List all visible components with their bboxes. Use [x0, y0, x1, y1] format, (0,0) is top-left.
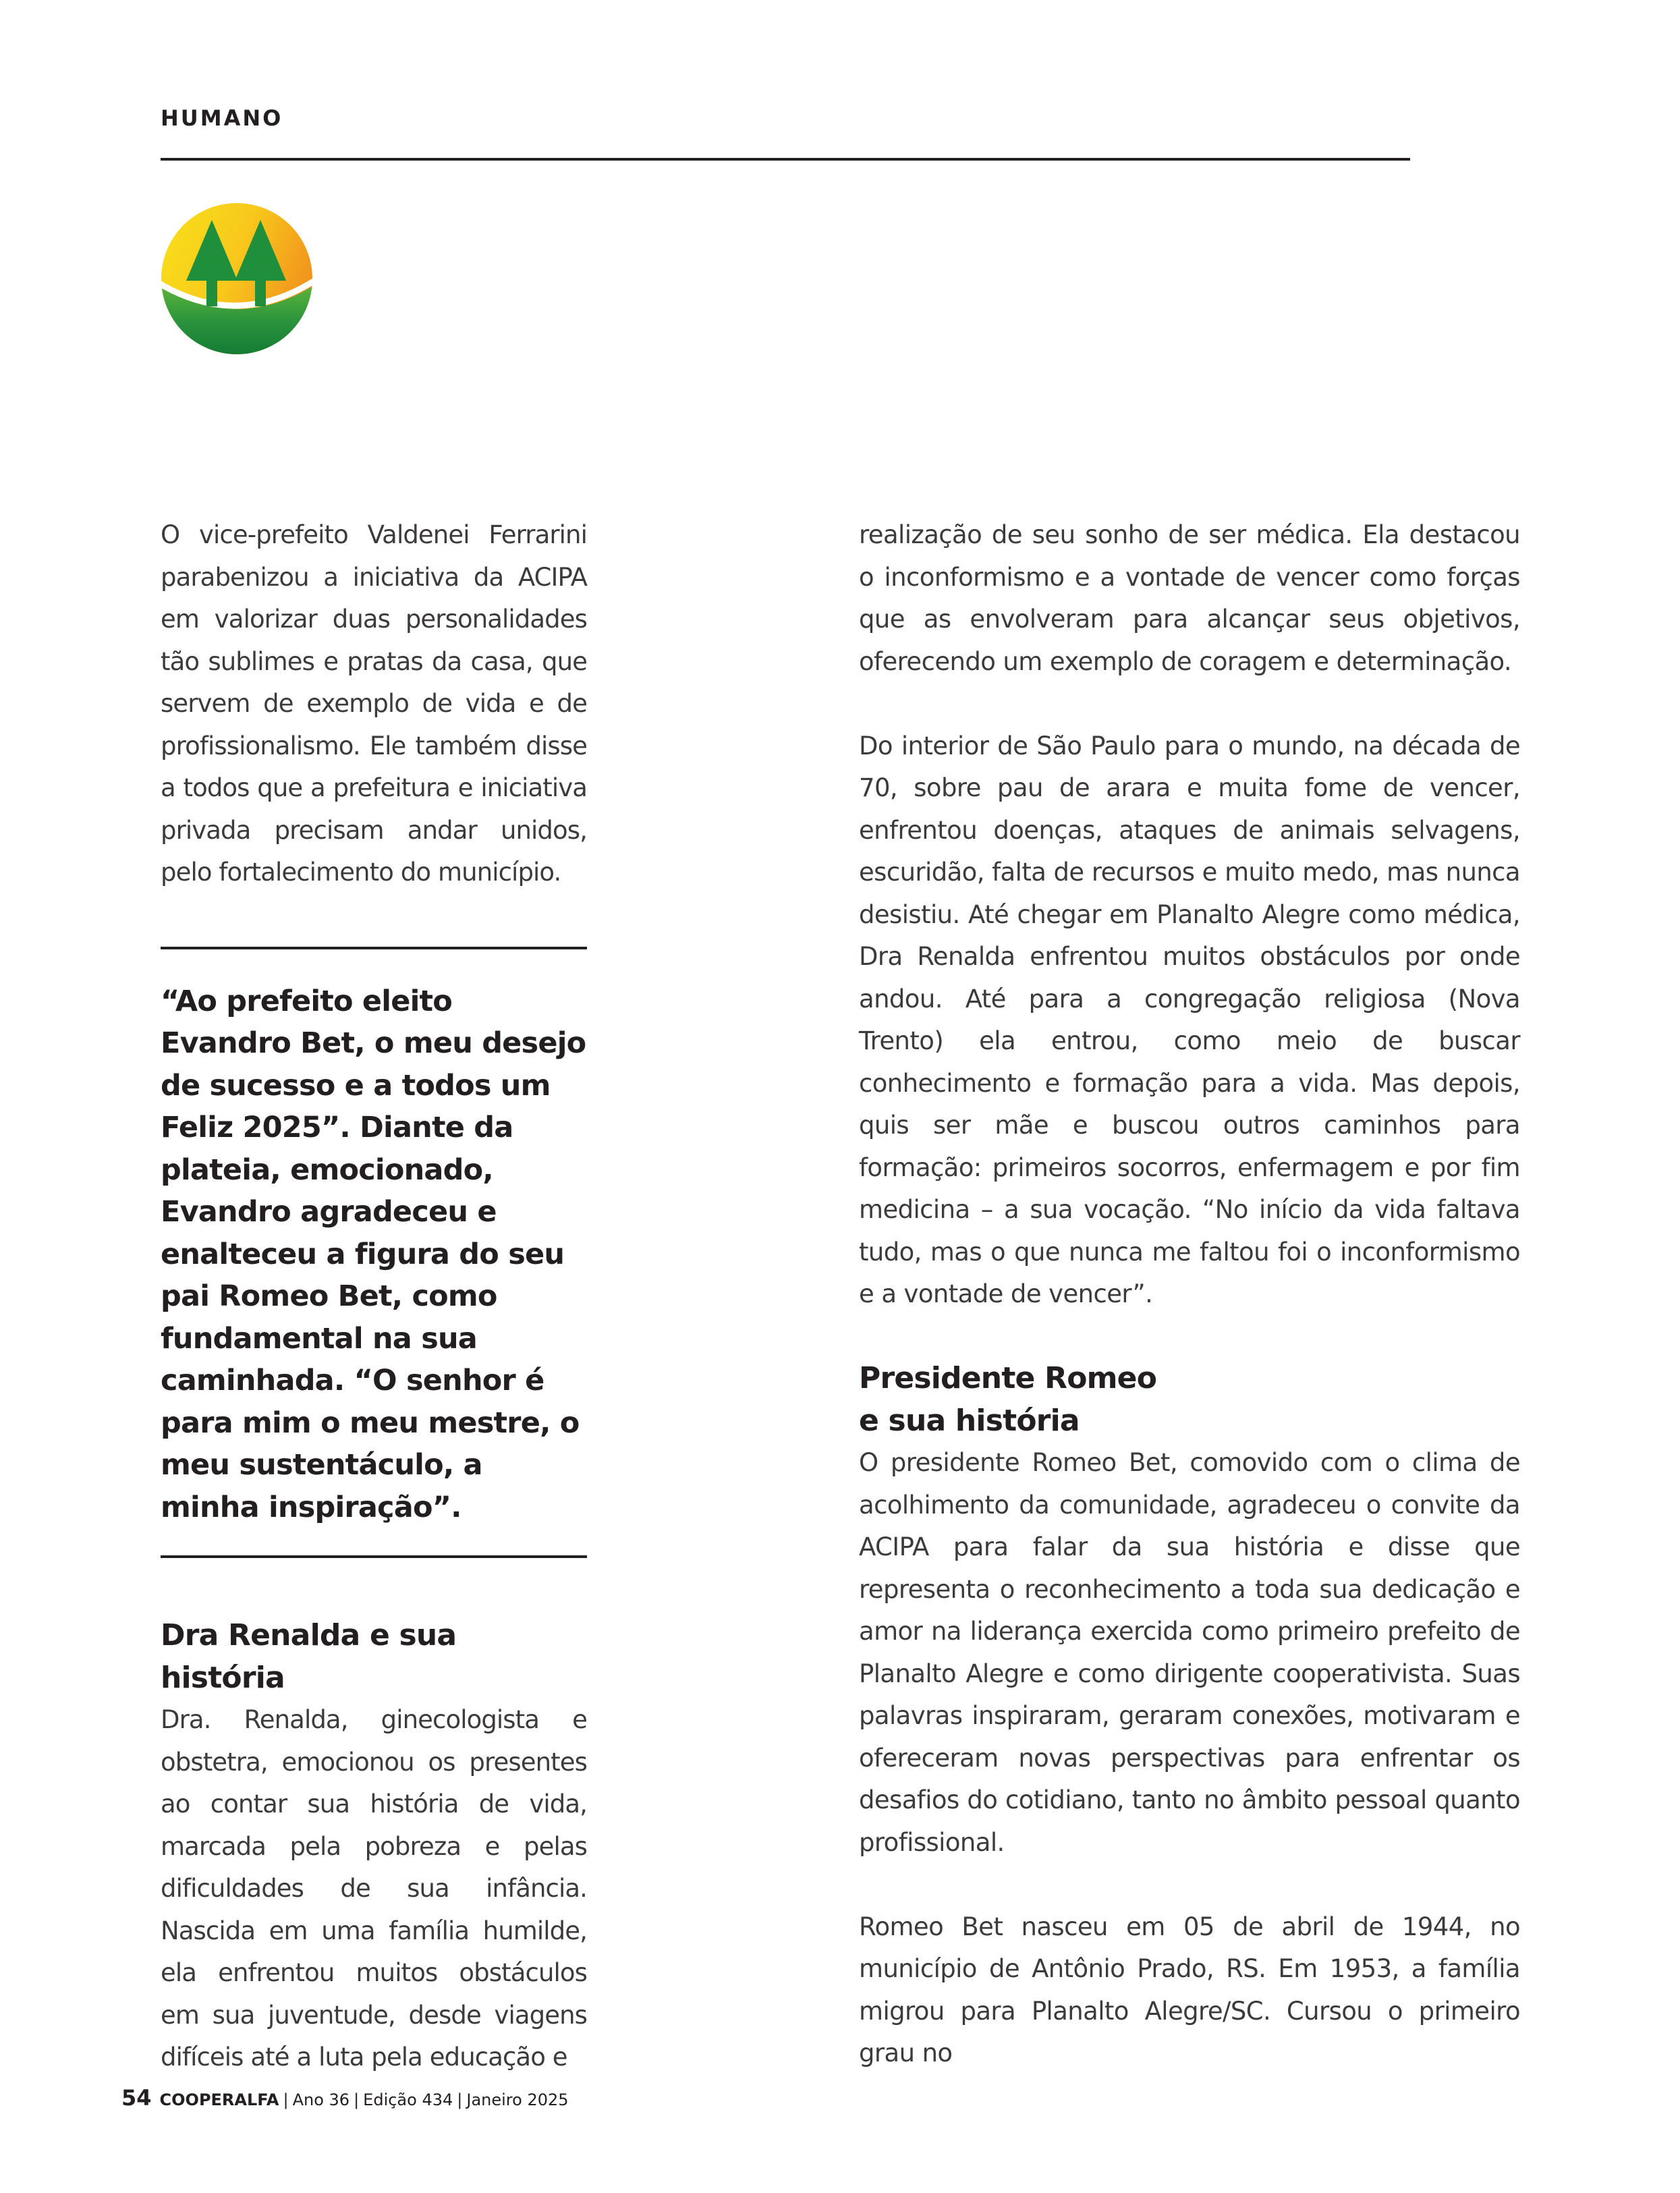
footer-date: Janeiro 2025 — [466, 2090, 569, 2109]
subhead-renalda: Dra Renalda e sua história — [161, 1618, 457, 1695]
footer-separator: | — [457, 2090, 463, 2109]
article-paragraph: Do interior de São Paulo para o mundo, na década de 70, sobre pau de arara e muita fome de vencer, enfrentou doenças, ataques de animais selvagens, escuridão, falta de recursos e muito medo, mas nunca desistiu. Até chegar em Planalto Alegre como médica, Dra Renalda enfrentou muitos obstáculos por onde andou. Até para a congregação religiosa (Nova Trento) ela entrou, como meio de buscar conhecimento e formação para a vida. Mas depois, quis ser mãe e buscou outros caminhos para formação: primeiros socorros, enfermagem e por fim medicina – a sua vocação. “No início da vida faltava tudo, mas o que nunca me faltou foi o inconformismo e a vontade de vencer”. — [859, 731, 1520, 1308]
article-paragraph: O vice-prefeito Valdenei Ferrarini parabenizou a iniciativa da ACIPA em valorizar duas personalidades tão sublimes e pratas da casa, que servem de exemplo de vida e de profissionalismo. Ele também disse a todos que a prefeitura e iniciativa privada precisam andar unidos, pelo fortalecimento do município. — [161, 520, 587, 887]
section-label: HUMANO — [161, 105, 283, 131]
footer-separator: | — [354, 2090, 360, 2109]
pullquote-top-rule — [161, 947, 587, 949]
footer-separator: | — [283, 2090, 289, 2109]
page-number: 54 — [121, 2085, 152, 2111]
cooperalfa-logo-icon — [159, 201, 314, 356]
subhead-romeo — [859, 1358, 1520, 1442]
pullquote: “Ao prefeito eleito Evandro Bet, o meu desejo de sucesso e a todos um Feliz 2025”. Diante da plateia, emocionado, Evandro agradeceu e enalteceu a figura do seu pai Romeo Bet, como fundamental na sua caminhada. “O senhor é para mim o meu mestre, o meu sustentáculo, a minha inspiração”. — [161, 984, 586, 1524]
subhead-romeo-line-1: Presidente Romeo — [859, 1361, 1157, 1395]
footer-year: Ano 36 — [292, 2090, 350, 2109]
article-paragraph: Dra. Renalda, ginecologista e obstetra, emocionou os presentes ao contar sua história de vida, marcada pela pobreza e pelas dificuldades de sua infância. Nascida em uma família humilde, ela enfrentou muitos obstáculos em sua juventude, desde viagens difíceis até a luta pela educação e — [161, 1705, 587, 2072]
page-footer — [121, 2085, 569, 2111]
subhead-romeo-line-2: e sua história — [859, 1403, 1080, 1438]
article-paragraph: Romeo Bet nasceu em 05 de abril de 1944, no município de Antônio Prado, RS. Em 1953, a família migrou para Planalto Alegre/SC. Cursou o primeiro grau no — [859, 1912, 1520, 2067]
right-column — [859, 514, 1520, 2075]
left-column — [161, 514, 587, 2079]
article-paragraph: realização de seu sonho de ser médica. Ela destacou o inconformismo e a vontade de vencer como forças que as envolveram para alcançar seus objetivos, oferecendo um exemplo de coragem e determinação. — [859, 520, 1520, 676]
header-divider — [161, 158, 1410, 161]
article-paragraph: O presidente Romeo Bet, comovido com o clima de acolhimento da comunidade, agradeceu o convite da ACIPA para falar da sua história e disse que representa o reconhecimento a toda sua dedicação e amor na liderança exercida como primeiro prefeito de Planalto Alegre e como dirigente cooperativista. Suas palavras inspiraram, geraram conexões, motivaram e ofereceram novas perspectivas para enfrentar os desafios do cotidiano, tanto no âmbito pessoal quanto profissional. — [859, 1448, 1520, 1857]
footer-edition: Edição 434 — [363, 2090, 453, 2109]
magazine-name: COOPERALFA — [159, 2090, 279, 2109]
